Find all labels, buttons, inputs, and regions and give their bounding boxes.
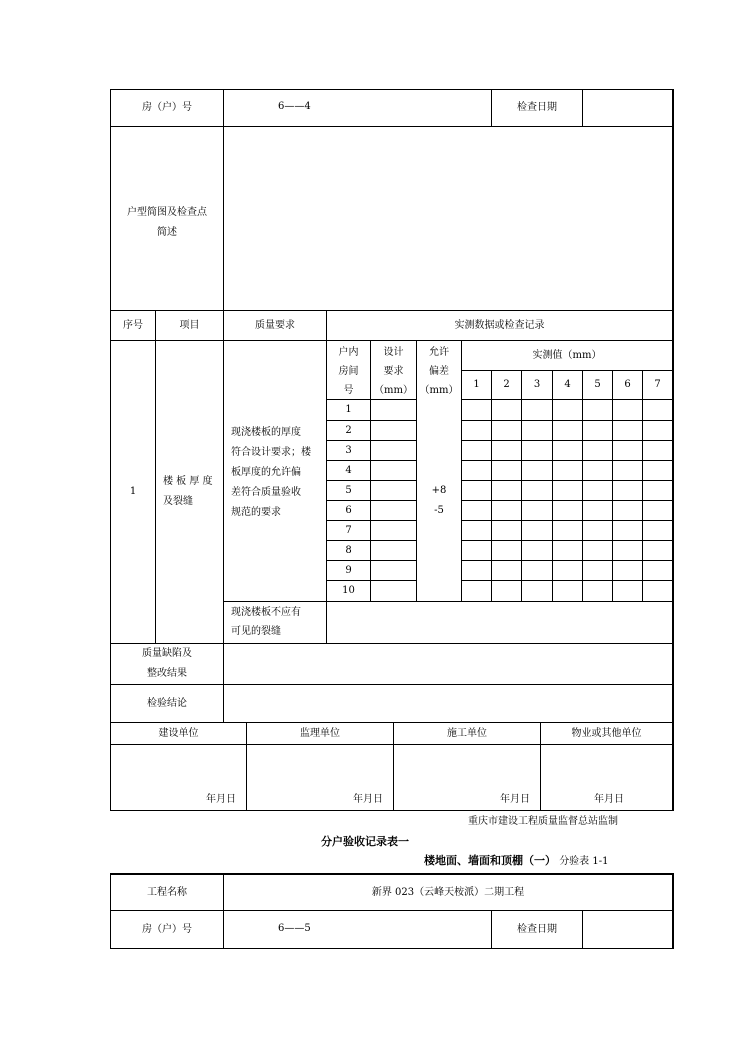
table1-rule xyxy=(582,89,583,127)
subheader-design xyxy=(371,343,416,400)
row1-req-l1: 现浇楼板的厚度 xyxy=(231,427,301,438)
table1-rule xyxy=(642,370,643,602)
tolerance-minus: -5 xyxy=(434,505,444,516)
project-name-label: 工程名称 xyxy=(147,886,187,898)
table1-rule xyxy=(612,370,613,602)
defects-label-l2: 整改结果 xyxy=(147,668,187,679)
subheader-actual: 实测值（mm） xyxy=(532,349,602,361)
subheader-tol-l3: （mm） xyxy=(419,385,459,396)
form2-title: 分户验收记录表一 xyxy=(321,835,409,848)
col-number: 2 xyxy=(503,379,510,390)
col-number: 5 xyxy=(594,379,601,390)
table1-rule xyxy=(461,580,674,581)
row1-req-l4: 差符合质量验收 xyxy=(231,487,301,498)
defects-label xyxy=(111,644,223,684)
row1-item-l1: 楼 板 厚 度 xyxy=(163,476,213,487)
table1-rule xyxy=(223,643,224,723)
form2-room-value[interactable]: 6——5 xyxy=(278,923,311,934)
subheader-tol-l2: 偏差 xyxy=(429,366,449,377)
form2-subtitle-main: 楼地面、墙面和顶棚（一） xyxy=(424,854,556,867)
subheader-room-l3: 号 xyxy=(343,385,354,396)
form2-room-label: 房（户）号 xyxy=(142,923,192,935)
date-owner: 年月日 xyxy=(206,794,236,805)
table1-rule xyxy=(461,460,674,461)
room-row-number: 2 xyxy=(345,424,352,436)
unit-contractor: 施工单位 xyxy=(447,727,487,739)
date-property: 年月日 xyxy=(594,794,624,805)
col-number: 1 xyxy=(473,379,480,390)
table1-rule xyxy=(110,810,674,811)
table1-rule xyxy=(461,500,674,501)
layout-label-line1: 户型简图及检查点 xyxy=(127,207,207,218)
subheader-tolerance xyxy=(417,343,461,400)
form2-subtitle xyxy=(424,855,608,868)
subheader-room-l2: 房间 xyxy=(338,366,359,377)
table1-rule xyxy=(223,601,674,602)
header-measured: 实测数据或检查记录 xyxy=(454,319,545,331)
layout-label-line2: 简述 xyxy=(157,227,177,238)
room-row-number: 1 xyxy=(345,404,352,415)
subheader-design-l2: 要求 xyxy=(383,366,404,377)
table1-rule xyxy=(552,370,553,602)
layout-label xyxy=(111,203,223,243)
row1-seq: 1 xyxy=(129,486,137,497)
room-row-number: 3 xyxy=(345,444,352,456)
unit-property: 物业或其他单位 xyxy=(571,727,642,739)
table2-rule xyxy=(582,910,583,949)
header-item: 项目 xyxy=(179,319,200,331)
defects-label-l1: 质量缺陷及 xyxy=(142,648,192,659)
table1-rule xyxy=(461,480,674,481)
row1-item-l2: 及裂缝 xyxy=(163,496,193,507)
table1-rule xyxy=(582,370,583,602)
room-number-value: 6——4 xyxy=(278,101,311,112)
table2-border-right xyxy=(672,873,674,949)
table1-rule xyxy=(461,440,674,441)
table1-rule xyxy=(155,310,156,644)
header-quality-req: 质量要求 xyxy=(255,319,295,331)
conclusion-label: 检验结论 xyxy=(147,697,187,709)
date-supervisor: 年月日 xyxy=(353,794,383,805)
subheader-tol-l1: 允许 xyxy=(429,347,449,358)
unit-supervisor: 监理单位 xyxy=(300,727,340,739)
subheader-design-l1: 设计 xyxy=(383,347,404,358)
table1-rule xyxy=(461,420,674,421)
project-name-value[interactable]: 新界 023（云峰天桉派）二期工程 xyxy=(371,886,525,898)
layout-sketch-area[interactable] xyxy=(224,127,672,310)
row1-crack-req xyxy=(231,603,301,641)
row1-req-l3: 板厚度的允许偏 xyxy=(231,467,301,478)
room-row-number: 6 xyxy=(345,504,352,516)
room-row-number: 5 xyxy=(345,484,352,496)
row1-crack-l1: 现浇楼板不应有 xyxy=(231,607,301,618)
unit-owner: 建设单位 xyxy=(158,727,199,739)
room-row-number: 10 xyxy=(342,585,355,596)
row1-req-l5: 规范的要求 xyxy=(231,507,281,518)
table2-rule xyxy=(110,948,674,949)
form2-inspect-date-label: 检查日期 xyxy=(517,923,557,935)
col-number: 6 xyxy=(624,379,631,390)
table1-border-right xyxy=(672,89,674,811)
subheader-design-l3: （mm） xyxy=(374,385,413,396)
col-number: 4 xyxy=(564,379,571,390)
row1-req-l2: 符合设计要求；楼 xyxy=(231,447,311,458)
inspect-date-label: 检查日期 xyxy=(517,102,557,113)
room-number-label: 房（户）号 xyxy=(142,102,192,113)
room-row-number: 7 xyxy=(345,524,352,536)
date-contractor: 年月日 xyxy=(500,794,530,805)
footer-note: 重庆市建设工程质量监督总站监制 xyxy=(468,816,618,827)
room-row-number: 9 xyxy=(345,564,352,576)
row1-crack-l2: 可见的裂缝 xyxy=(231,626,281,637)
col-number: 7 xyxy=(654,379,661,390)
col-number: 3 xyxy=(533,379,541,390)
table1-rule xyxy=(110,744,674,745)
subheader-room-l1: 户内 xyxy=(338,347,359,358)
room-row-number: 4 xyxy=(345,464,352,476)
table1-rule xyxy=(521,370,522,602)
table1-rule xyxy=(461,520,674,521)
table1-rule xyxy=(461,560,674,561)
table1-rule xyxy=(461,399,674,400)
row1-item xyxy=(163,472,213,512)
tolerance-plus: +8 xyxy=(431,485,447,496)
row1-quality-req xyxy=(231,423,311,523)
room-row-number: 8 xyxy=(345,544,352,556)
header-seq: 序号 xyxy=(123,319,143,331)
table1-rule xyxy=(491,370,492,602)
form2-subtitle-sheet: 分验表 1-1 xyxy=(559,856,609,867)
table1-rule xyxy=(223,310,224,644)
row1-tolerance xyxy=(417,481,461,521)
table1-rule xyxy=(461,540,674,541)
subheader-room xyxy=(327,343,370,400)
